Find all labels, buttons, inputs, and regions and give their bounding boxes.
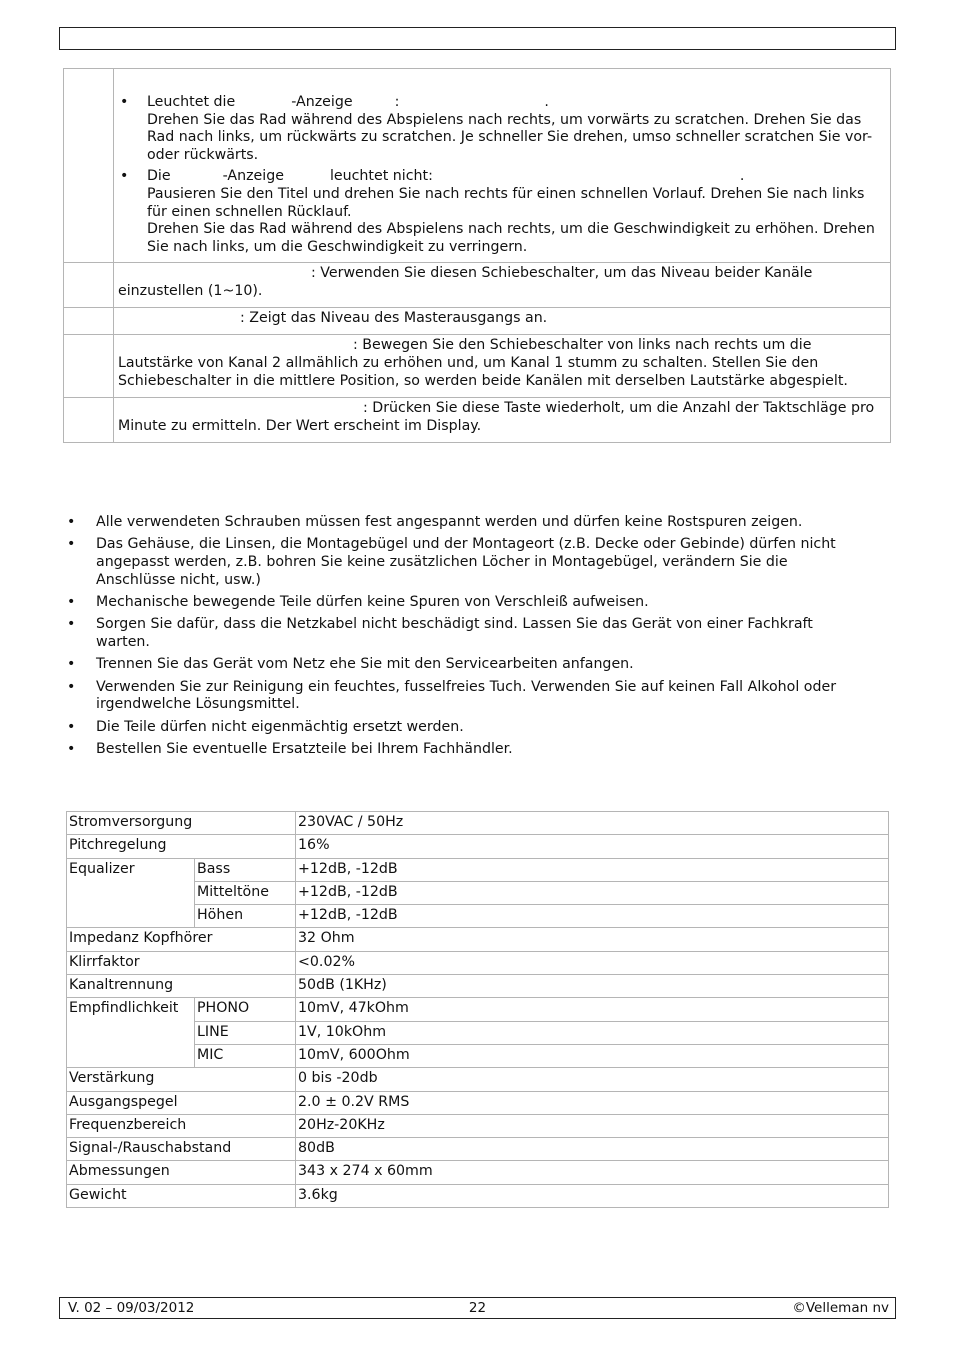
spec-sublabel: MIC xyxy=(195,1044,296,1067)
specifications-table xyxy=(66,811,889,1208)
spec-label: Frequenzbereich xyxy=(67,1114,296,1137)
table-row xyxy=(67,951,889,974)
spec-value: 80dB xyxy=(296,1138,889,1161)
spec-value: <0.02% xyxy=(296,951,889,974)
jog-bullet-list xyxy=(118,94,886,256)
spec-label: Impedanz Kopfhörer xyxy=(67,928,296,951)
table-row xyxy=(67,1114,889,1137)
spec-value: +12dB, -12dB xyxy=(296,905,889,928)
footer-page-number: 22 xyxy=(468,1300,487,1316)
table-row xyxy=(67,1138,889,1161)
list-item: • Mechanische bewegende Teile dürfen keine Spuren von Verschleiß aufweisen. xyxy=(67,594,867,612)
table-row xyxy=(67,1091,889,1114)
spec-sublabel: Bass xyxy=(195,858,296,881)
table-row xyxy=(67,812,889,835)
table-row xyxy=(67,998,889,1021)
spec-label: Klirrfaktor xyxy=(67,951,296,974)
spec-value: 0 bis -20db xyxy=(296,1068,889,1091)
table-row xyxy=(67,975,889,998)
jog-pitch-text: Drehen Sie das Rad während des Abspielens nach rechts, um die Geschwindigkeit zu erhöhen. Drehen Sie nach links, um die Geschwindigkeit zu verringern. xyxy=(147,221,875,255)
list-item: • Die -Anzeige leuchtet nicht: . Pausieren Sie den Titel und drehen Sie nach rechts für einen schnellen Vorlauf. Drehen Sie nach links für einen schnellen Rücklauf. Drehen Sie das Rad während des Abspielens nach rechts, um die Geschwindigkeit zu erhöhen. Drehen Sie nach links, um die Geschwindigkeit zu verringern. xyxy=(118,168,886,256)
list-item: • Leuchtet die -Anzeige : . Drehen Sie das Rad während des Abspielens nach rechts, um vorwärts zu scratchen. Drehen Sie das Rad nach links, um rückwärts zu scratchen. Je schneller Sie drehen, umso schneller scratchen Sie vor- oder rückwärts. xyxy=(118,94,886,164)
spec-value: 230VAC / 50Hz xyxy=(296,812,889,835)
spec-label: Stromversorgung xyxy=(67,812,296,835)
list-item: • Bestellen Sie eventuelle Ersatzteile bei Ihrem Fachhändler. xyxy=(67,741,867,759)
list-item: • Verwenden Sie zur Reinigung ein feuchtes, fusselfreies Tuch. Verwenden Sie auf keinen Fall Alkohol oder irgendwelche Lösungsmittel. xyxy=(67,679,867,714)
row-number-cell xyxy=(64,263,114,308)
table-row xyxy=(67,858,889,881)
row-number-cell xyxy=(64,398,114,442)
spec-value: +12dB, -12dB xyxy=(296,858,889,881)
jog-wheel-description xyxy=(114,69,891,263)
page-header-box xyxy=(59,27,896,50)
spec-value: 10mV, 47kOhm xyxy=(296,998,889,1021)
table-row xyxy=(64,335,891,398)
footer-copyright: ©Velleman nv xyxy=(792,1300,889,1316)
spec-value: 16% xyxy=(296,835,889,858)
spec-value: 1V, 10kOhm xyxy=(296,1021,889,1044)
spec-value: 20Hz-20KHz xyxy=(296,1114,889,1137)
spec-value: 343 x 274 x 60mm xyxy=(296,1161,889,1184)
spec-sublabel: Mitteltöne xyxy=(195,881,296,904)
table-row xyxy=(64,308,891,335)
table-row xyxy=(64,398,891,442)
table-row xyxy=(67,1161,889,1184)
spec-label: Signal-/Rauschabstand xyxy=(67,1138,296,1161)
jog-scratch-text: Drehen Sie das Rad während des Abspielens nach rechts, um vorwärts zu scratchen. Drehen Sie das Rad nach links, um rückwärts zu scratchen. Je schneller Sie drehen, umso schneller scratchen Sie vor- oder rückwärts. xyxy=(147,111,873,163)
list-item: • Trennen Sie das Gerät vom Netz ehe Sie mit den Servicearbeiten anfangen. xyxy=(67,656,867,674)
table-row xyxy=(64,69,891,263)
page-footer xyxy=(59,1297,896,1319)
table-row xyxy=(64,263,891,308)
spec-label: Equalizer xyxy=(67,858,195,928)
list-item: • Sorgen Sie dafür, dass die Netzkabel nicht beschädigt sind. Lassen Sie das Gerät von einer Fachkraft warten. xyxy=(67,616,867,651)
table-row xyxy=(67,928,889,951)
footer-version: V. 02 – 09/03/2012 xyxy=(68,1300,195,1316)
spec-label: Pitchregelung xyxy=(67,835,296,858)
level-slider-description: : Verwenden Sie diesen Schiebeschalter, um das Niveau beider Kanäle einzustellen (1~10). xyxy=(114,263,891,308)
spec-value: 3.6kg xyxy=(296,1184,889,1207)
spec-value: 50dB (1KHz) xyxy=(296,975,889,998)
master-level-description: : Zeigt das Niveau des Masterausgangs an. xyxy=(114,308,891,335)
table-row xyxy=(67,835,889,858)
jog-search-text: Pausieren Sie den Titel und drehen Sie nach rechts für einen schnellen Vorlauf. Drehen Sie nach links für einen schnellen Rücklauf. xyxy=(147,185,865,220)
spec-label: Kanaltrennung xyxy=(67,975,296,998)
table-row xyxy=(67,1184,889,1207)
row-number-cell xyxy=(64,69,114,263)
spec-value: +12dB, -12dB xyxy=(296,881,889,904)
spec-label: Verstärkung xyxy=(67,1068,296,1091)
table-row xyxy=(67,1068,889,1091)
spec-label: Empfindlichkeit xyxy=(67,998,195,1068)
spec-value: 10mV, 600Ohm xyxy=(296,1044,889,1067)
spec-label: Abmessungen xyxy=(67,1161,296,1184)
bpm-button-description: : Drücken Sie diese Taste wiederholt, um die Anzahl der Taktschläge pro Minute zu ermitteln. Der Wert erscheint im Display. xyxy=(114,398,891,442)
list-item: • Das Gehäuse, die Linsen, die Montagebügel und der Montageort (z.B. Decke oder Gebinde) dürfen nicht angepasst werden, z.B. bohren Sie keine zusätzlichen Löcher in Montagebügel, verändern Sie die Anschlüsse nicht, usw.) xyxy=(67,536,867,589)
spec-sublabel: LINE xyxy=(195,1021,296,1044)
list-item: • Die Teile dürfen nicht eigenmächtig ersetzt werden. xyxy=(67,719,867,737)
spec-value: 32 Ohm xyxy=(296,928,889,951)
spec-value: 2.0 ± 0.2V RMS xyxy=(296,1091,889,1114)
list-item: • Alle verwendeten Schrauben müssen fest angespannt werden und dürfen keine Rostspuren zeigen. xyxy=(67,514,867,532)
maintenance-list xyxy=(67,514,867,764)
row-number-cell xyxy=(64,335,114,398)
spec-label: Gewicht xyxy=(67,1184,296,1207)
spec-sublabel: PHONO xyxy=(195,998,296,1021)
spec-sublabel: Höhen xyxy=(195,905,296,928)
spec-label: Ausgangspegel xyxy=(67,1091,296,1114)
controls-table xyxy=(63,68,891,443)
crossfader-description: : Bewegen Sie den Schiebeschalter von links nach rechts um die Lautstärke von Kanal 2 allmählich zu erhöhen und, um Kanal 1 stumm zu schalten. Stellen Sie den Schiebeschalter in die mittlere Position, so werden beide Kanälen mit derselben Lautstärke abgespielt. xyxy=(114,335,891,398)
row-number-cell xyxy=(64,308,114,335)
